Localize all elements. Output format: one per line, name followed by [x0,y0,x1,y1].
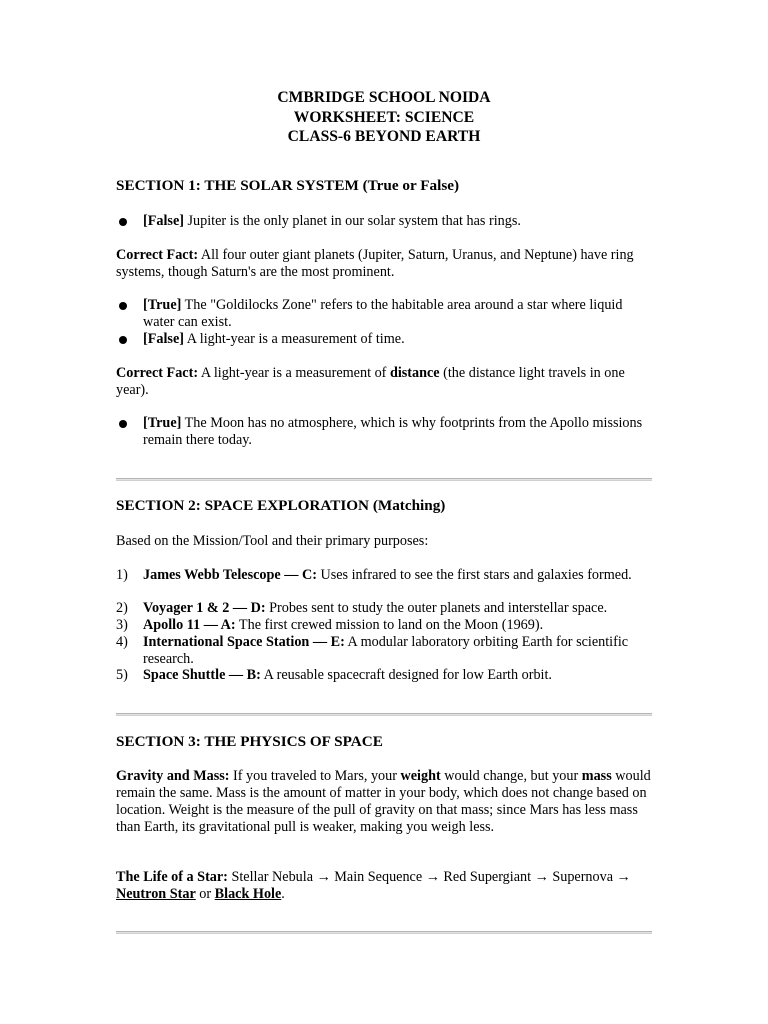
paragraph-text: would remain the same. Mass is the amount of matter in your body, which does not change based on location. Weight is the measure of the pull of gravity on that mass; since Mars has less mass than Earth, its gravitational pull is weaker, making you weigh less. [116,768,651,835]
fact-text-pre: A light-year is a measurement of [198,365,390,381]
item-text [143,600,656,617]
item-number: 1) [116,567,128,583]
statement: The Moon has no atmosphere, which is why footprints from the Apollo missions remain there today. [143,415,643,448]
worksheet-subject: WORKSHEET: SCIENCE [293,108,475,126]
section2-item-1 [116,567,656,584]
item-text [143,297,655,331]
paragraph-label: Gravity and Mass: [116,768,230,784]
match-description: A modular laboratory orbiting Earth for scientific research. [143,634,629,667]
paragraph-text: or [195,886,215,902]
statement: The "Goldilocks Zone" refers to the habitable area around a star where liquid water can exist. [143,297,623,330]
gravity-and-mass-paragraph [116,768,656,836]
item-number: 2) [116,600,128,616]
bullet-icon [119,336,127,344]
fact-keyword: distance [389,365,440,381]
section2-item-2 [116,600,656,617]
life-of-a-star-paragraph [116,869,656,903]
match-description: A reusable spacecraft designed for low Earth orbit. [260,667,552,683]
match-label: International Space Station — E: [143,634,345,650]
match-description: Uses infrared to see the first stars and galaxies formed. [316,567,632,583]
fact-label: Correct Fact: [116,365,199,381]
neutron-star-answer: Neutron Star [116,886,196,902]
section2-item-5 [116,667,656,684]
fact-label: Correct Fact: [116,247,199,263]
statement: Jupiter is the only planet in our solar system that has rings. [183,213,521,229]
bullet-icon [119,218,127,226]
match-label: James Webb Telescope — C: [143,567,317,583]
item-text [143,213,655,230]
answer-tag: [False] [143,331,184,347]
paragraph-label: The Life of a Star: [116,869,228,885]
section2-item-3 [116,617,656,634]
section-divider-1 [116,478,652,480]
worksheet-header [116,88,652,147]
statement: A light-year is a measurement of time. [183,331,405,347]
section1-item-1 [116,213,656,230]
item-number: 3) [116,617,128,633]
keyword-weight: weight [400,768,441,784]
paragraph-text: If you traveled to Mars, your [229,768,401,784]
item-number: 4) [116,634,128,650]
match-label: Apollo 11 — A: [143,617,236,633]
section1-item-4 [116,415,656,449]
item-text [143,331,655,348]
keyword-mass: mass [581,768,612,784]
paragraph-text: Stellar Nebula → Main Sequence → Red Supergiant → Supernova → [227,869,631,885]
section-divider-2 [116,713,652,715]
section2-title: SECTION 2: SPACE EXPLORATION (Matching) [116,497,446,514]
bullet-icon [119,302,127,310]
answer-tag: [True] [143,297,182,313]
section1-correct-fact-2 [116,365,656,399]
match-label: Space Shuttle — B: [143,667,261,683]
black-hole-answer: Black Hole [214,886,282,902]
item-number: 5) [116,667,128,683]
section3-title: SECTION 3: THE PHYSICS OF SPACE [116,733,383,750]
section2-intro: Based on the Mission/Tool and their primary purposes: [116,533,429,549]
section2-item-4 [116,634,656,668]
paragraph-text: would change, but your [440,768,582,784]
section1-title: SECTION 1: THE SOLAR SYSTEM (True or False) [116,177,460,194]
section1-item-2 [116,297,656,331]
item-text [143,634,656,668]
bullet-icon [119,420,127,428]
worksheet-class-topic: CLASS-6 BEYOND EARTH [287,128,481,145]
school-name: CMBRIDGE SCHOOL NOIDA [277,89,491,106]
answer-tag: [False] [143,213,184,229]
section-divider-3 [116,931,652,933]
item-text [143,415,655,449]
item-text [143,617,656,634]
section1-item-3 [116,331,656,348]
match-label: Voyager 1 & 2 — D: [143,600,266,616]
item-text [143,567,656,584]
match-description: Probes sent to study the outer planets and interstellar space. [265,600,608,616]
item-text [143,667,656,684]
fact-text-post: (the distance light travels in one year). [116,365,625,398]
answer-tag: [True] [143,415,182,431]
paragraph-text: . [281,886,285,902]
fact-text: All four outer giant planets (Jupiter, Saturn, Uranus, and Neptune) have ring systems, though Saturn's are the most prominent. [116,247,634,280]
match-description: The first crewed mission to land on the Moon (1969). [235,617,544,633]
section1-correct-fact-1 [116,247,656,281]
